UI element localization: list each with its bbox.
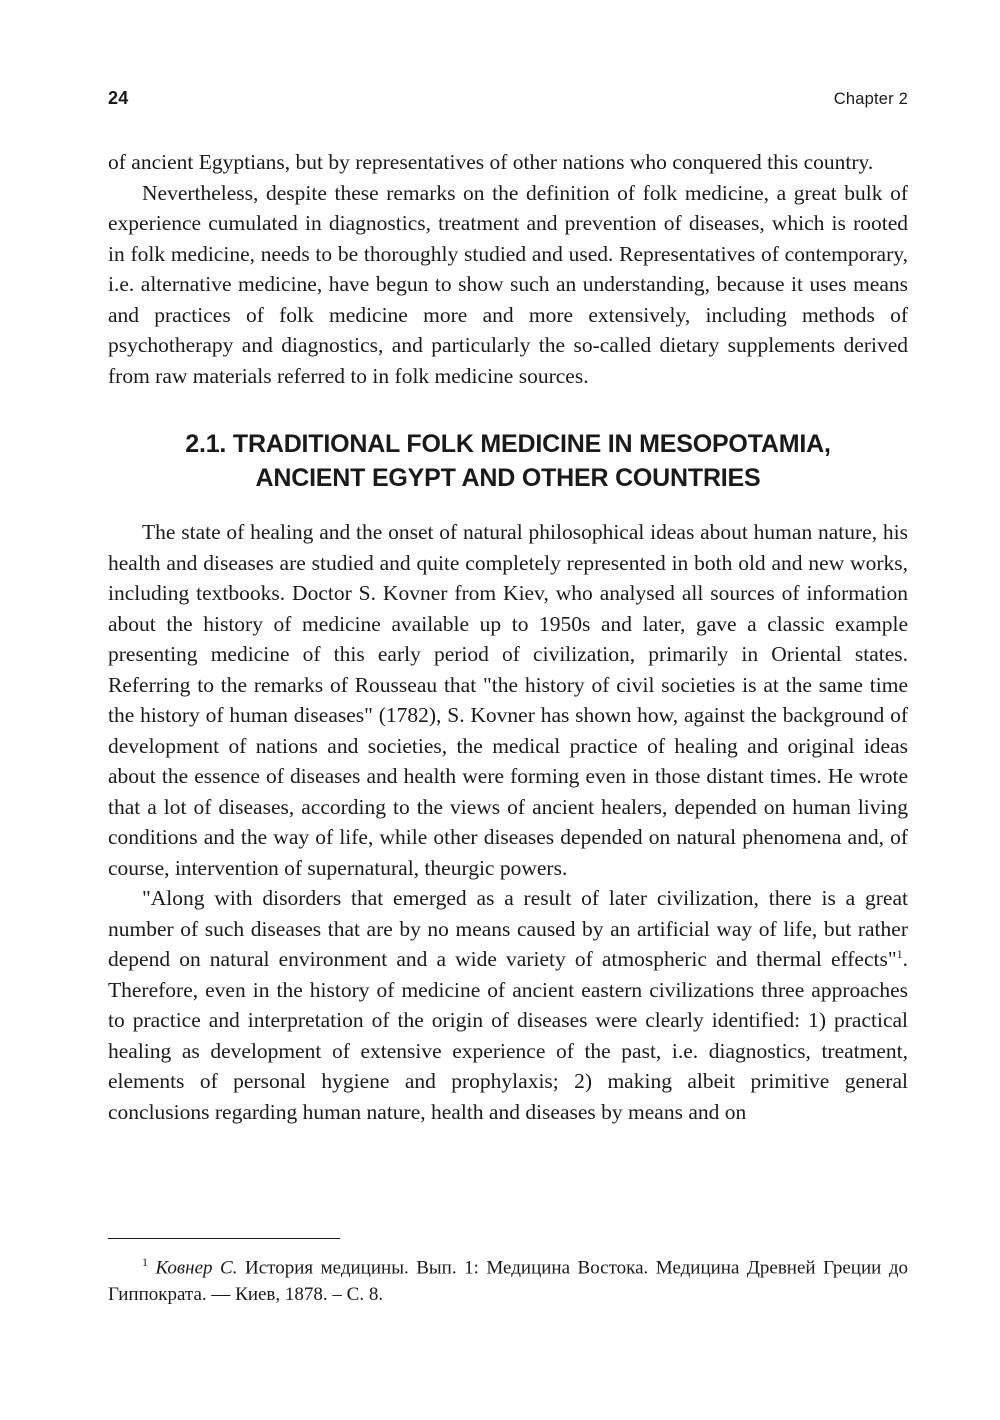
paragraph-text-after-ref: . Therefore, even in the history of medicine of ancient eastern civilizations three approaches to practice and interpretation of the origin of diseases were clearly identified: 1) practical healing as development of extensive experience of the past, i.e. diagnostics, treatment, elements of personal hygiene and prophylaxis; 2) making albeit primitive general conclusions regarding human nature, health and diseases by means and on bbox=[108, 947, 908, 1124]
page-content bbox=[108, 88, 908, 1127]
footnote-text: История медицины. Вып. 1: Медицина Востока. Медицина Древней Греции до Гиппократа. — Киев, 1878. – С. 8. bbox=[108, 1257, 908, 1306]
body-text bbox=[108, 147, 908, 1127]
paragraph-text-before-ref: "Along with disorders that emerged as a result of later civilization, there is a great number of such diseases that are by no means caused by an artificial way of life, but rather depend on natural environment and a wide variety of atmospheric and thermal effects" bbox=[108, 886, 908, 971]
paragraph: The state of healing and the onset of natural philosophical ideas about human nature, his health and diseases are studied and quite completely represented in both old and new works, including textbooks. Doctor S. Kovner from Kiev, who analysed all sources of information about the history of medicine available up to 1950s and later, gave a classic example presenting medicine of this early period of civilization, primarily in Oriental states. Referring to the remarks of Rousseau that "the history of civil societies is at the same time the history of human diseases" (1782), S. Kovner has shown how, against the background of development of nations and societies, the medical practice of healing and original ideas about the essence of diseases and health were forming even in those distant times. He wrote that a lot of diseases, according to the views of ancient healers, depended on human living conditions and the way of life, while other diseases depended on natural phenomena and, of course, intervention of supernatural, theurgic powers. bbox=[108, 520, 908, 880]
footnote bbox=[108, 1249, 908, 1308]
section-heading-line-2: ANCIENT EGYPT AND OTHER COUNTRIES bbox=[255, 464, 761, 492]
paragraph: of ancient Egyptians, but by representatives of other nations who conquered this country. bbox=[108, 150, 874, 174]
page-number: 24 bbox=[108, 88, 129, 108]
section-heading bbox=[108, 427, 908, 495]
footnote-area bbox=[108, 1238, 908, 1308]
chapter-label: Chapter 2 bbox=[833, 90, 908, 108]
section-heading-line-1: 2.1. TRADITIONAL FOLK MEDICINE IN MESOPOTAMIA, bbox=[185, 430, 831, 458]
paragraph: Nevertheless, despite these remarks on the definition of folk medicine, a great bulk of experience cumulated in diagnostics, treatment and prevention of diseases, which is rooted in folk medicine, needs to be thoroughly studied and used. Representatives of contemporary, i.e. alternative medicine, have begun to show such an understanding, because it uses means and practices of folk medicine more and more extensively, including methods of psychotherapy and diagnostics, and particularly the so-called dietary supplements derived from raw materials referred to in folk medicine sources. bbox=[108, 180, 908, 388]
footnote-author: Ковнер С. bbox=[155, 1257, 238, 1279]
footnote-separator-rule bbox=[108, 1238, 340, 1239]
footnote-reference-marker: 1 bbox=[896, 946, 903, 961]
paragraph-with-footnote-ref bbox=[108, 883, 908, 1127]
running-head bbox=[108, 88, 908, 109]
footnote-marker: 1 bbox=[142, 1255, 148, 1269]
